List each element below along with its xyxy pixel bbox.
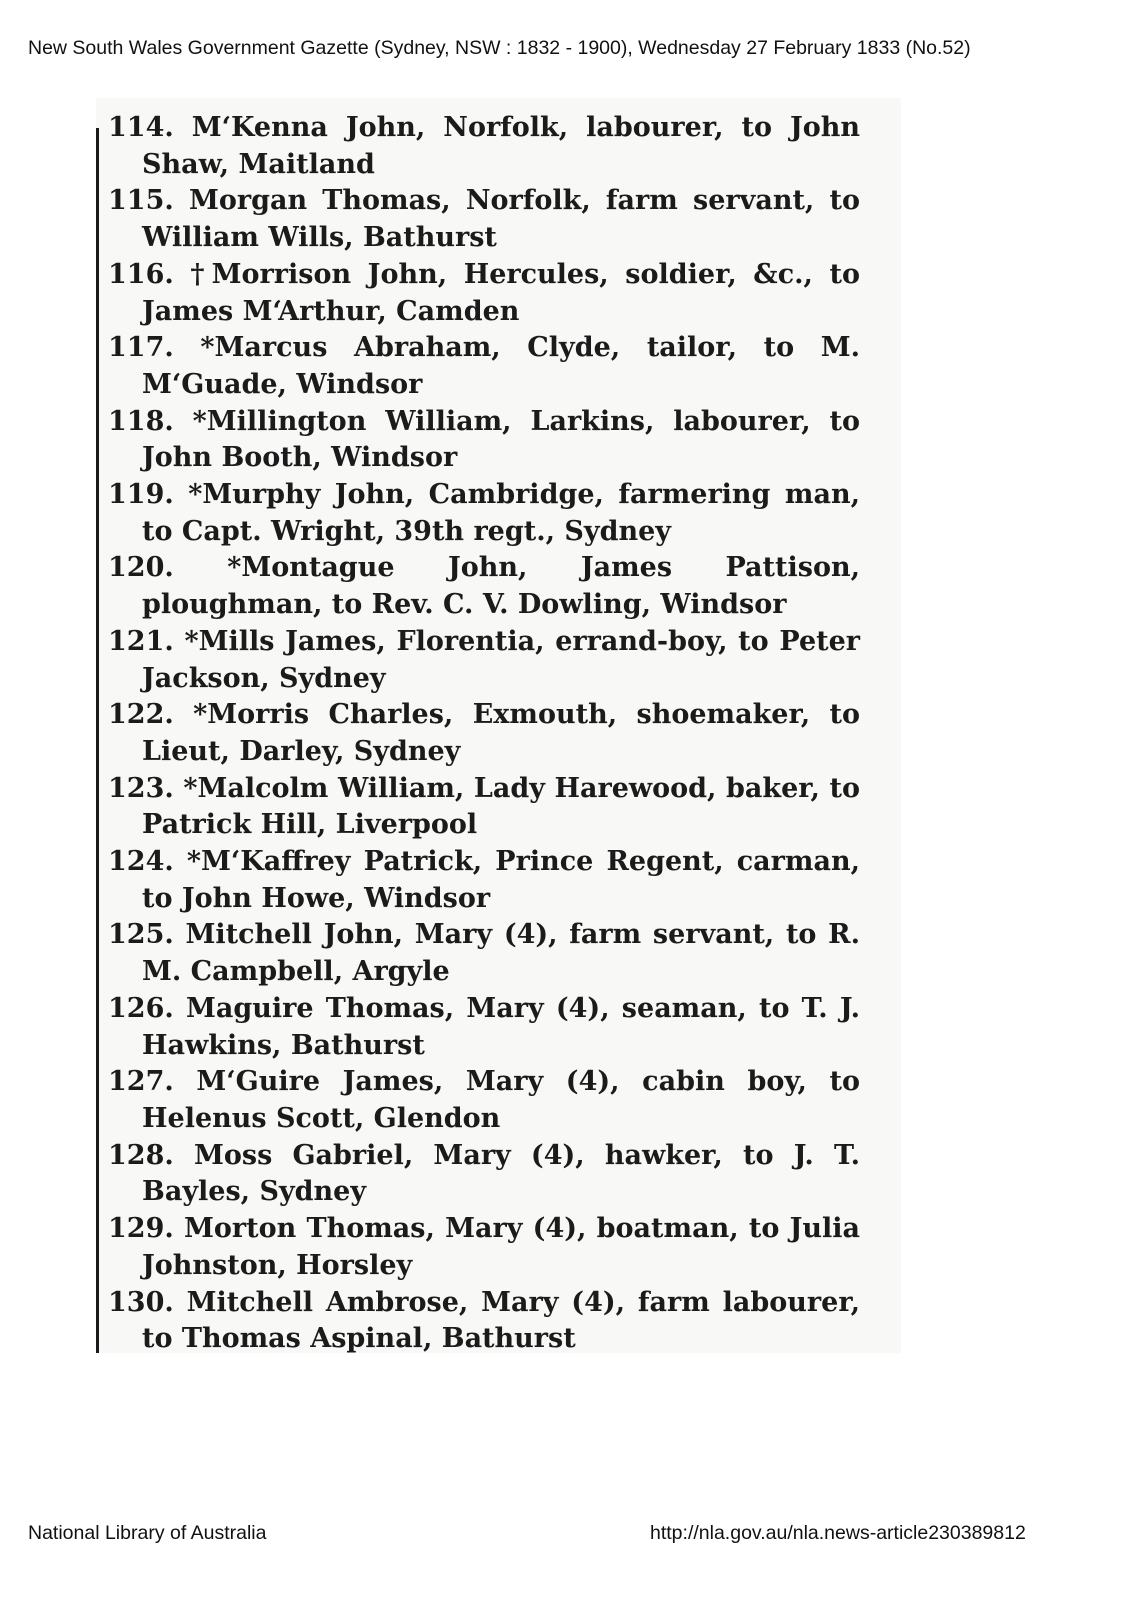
- gazette-title: New South Wales Government Gazette (Sydney, NSW : 1832 - 1900), Wednesday 27 February 1833 (No.52): [28, 37, 971, 59]
- list-item: 117. *Marcus Abraham, Clyde, tailor, to M. M‘Guade, Windsor: [108, 332, 860, 400]
- list-item: 124. *M‘Kaffrey Patrick, Prince Regent, carman, to John Howe, Windsor: [108, 846, 860, 914]
- list-item: 116. †Morrison John, Hercules, soldier, &c., to James M‘Arthur, Camden: [108, 258, 860, 327]
- list-item: 115. Morgan Thomas, Norfolk, farm servant, to William Wills, Bathurst: [108, 185, 860, 254]
- list-item: 125. Mitchell John, Mary (4), farm servant, to R. M. Campbell, Argyle: [108, 919, 860, 988]
- list-item: 127. M‘Guire James, Mary (4), cabin boy, to Helenus Scott, Glendon: [108, 1066, 860, 1134]
- assignment-list: [108, 110, 860, 1353]
- list-item: 123. *Malcolm William, Lady Harewood, baker, to Patrick Hill, Liverpool: [108, 772, 860, 841]
- list-item: 129. Morton Thomas, Mary (4), boatman, to Julia Johnston, Horsley: [108, 1213, 860, 1281]
- footer-source: National Library of Australia: [28, 1522, 267, 1544]
- list-item: 122. *Morris Charles, Exmouth, shoemaker, to Lieut, Darley, Sydney: [108, 699, 860, 767]
- list-item: 114. M‘Kenna John, Norfolk, labourer, to John Shaw, Maitland: [108, 112, 860, 180]
- list-item: 128. Moss Gabriel, Mary (4), hawker, to J. T. Bayles, Sydney: [108, 1139, 860, 1208]
- list-item: 130. Mitchell Ambrose, Mary (4), farm labourer, to Thomas Aspinal, Bathurst: [108, 1286, 860, 1353]
- list-item: 126. Maguire Thomas, Mary (4), seaman, to T. J. Hawkins, Bathurst: [108, 992, 860, 1061]
- footer-url[interactable]: http://nla.gov.au/nla.news-article230389812: [650, 1522, 1026, 1544]
- list-item: 120. *Montague John, James Pattison, ploughman, to Rev. C. V. Dowling, Windsor: [108, 552, 860, 621]
- newspaper-clipping: [96, 98, 901, 1353]
- list-item: 119. *Murphy John, Cambridge, farmering man, to Capt. Wright, 39th regt., Sydney: [108, 479, 860, 547]
- list-item: 118. *Millington William, Larkins, labourer, to John Booth, Windsor: [108, 405, 860, 474]
- list-item: 121. *Mills James, Florentia, errand-boy, to Peter Jackson, Sydney: [108, 625, 860, 694]
- column-rule: [96, 128, 99, 1353]
